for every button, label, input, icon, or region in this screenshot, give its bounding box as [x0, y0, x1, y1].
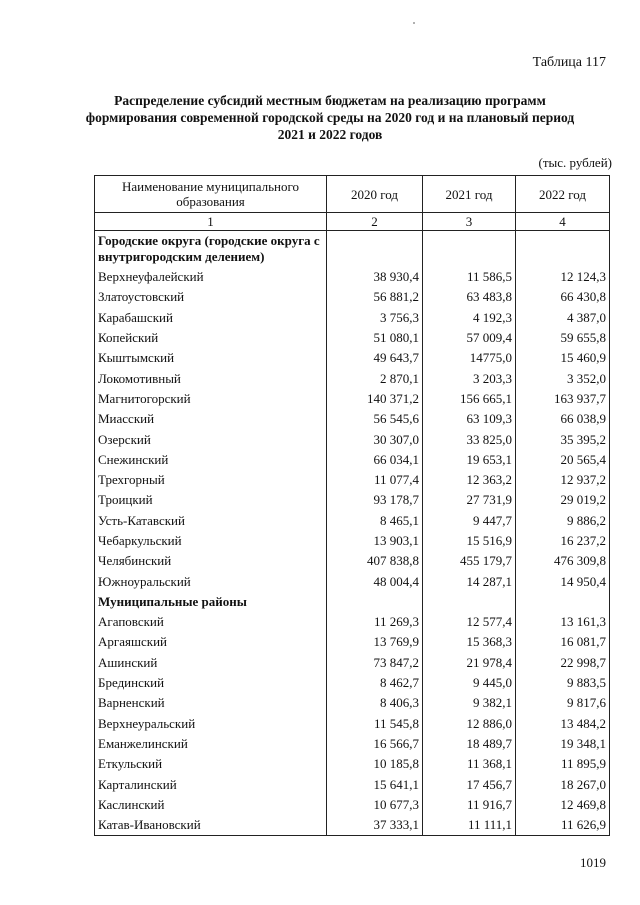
municipality-name: Локомотивный: [95, 368, 327, 388]
table-row: [95, 470, 610, 490]
value-2022: 11 895,9: [516, 754, 610, 774]
value-2022: 20 565,4: [516, 450, 610, 470]
page-number: 1019: [580, 855, 606, 870]
col-number-1: 1: [95, 213, 327, 231]
municipality-name: Брединский: [95, 673, 327, 693]
table-row: [95, 571, 610, 591]
value-2022: 476 309,8: [516, 551, 610, 571]
value-2021: 156 665,1: [423, 389, 516, 409]
header-name: Наименование муниципального образования: [95, 176, 327, 213]
subsidy-table: [94, 175, 610, 836]
table-row: [95, 511, 610, 531]
table-row: [95, 389, 610, 409]
value-2020: 2 870,1: [327, 368, 423, 388]
value-2020: 15 641,1: [327, 774, 423, 794]
value-2022: 3 352,0: [516, 368, 610, 388]
value-2020: 11 269,3: [327, 612, 423, 632]
municipality-name: Миасский: [95, 409, 327, 429]
value-2020: 407 838,8: [327, 551, 423, 571]
column-number-row: [95, 213, 610, 231]
section-row-urban: [95, 231, 610, 268]
value-2020: 10 677,3: [327, 795, 423, 815]
table-row: [95, 612, 610, 632]
table-row: [95, 653, 610, 673]
municipality-name: Челябинский: [95, 551, 327, 571]
value-2022: 9 883,5: [516, 673, 610, 693]
value-2020: 56 545,6: [327, 409, 423, 429]
value-2022: 9 886,2: [516, 511, 610, 531]
table-row: [95, 348, 610, 368]
document-title: Распределение субсидий местным бюджетам на реализацию программ формирования современной городской среды на 2020 год и на плановый период 2021 и 2022 годов: [85, 93, 575, 142]
value-2021: 21 978,4: [423, 653, 516, 673]
value-2021: 3 203,3: [423, 368, 516, 388]
header-2020: 2020 год: [327, 176, 423, 213]
value-2021: 4 192,3: [423, 308, 516, 328]
value-2020: 66 034,1: [327, 450, 423, 470]
value-2021: 9 382,1: [423, 693, 516, 713]
value-2021: 455 179,7: [423, 551, 516, 571]
value-2021: 57 009,4: [423, 328, 516, 348]
value-2022: 14 950,4: [516, 571, 610, 591]
value-2021: 11 111,1: [423, 815, 516, 836]
table-row: [95, 673, 610, 693]
table-row: [95, 409, 610, 429]
value-2021: 15 368,3: [423, 632, 516, 652]
value-2020: 8 465,1: [327, 511, 423, 531]
col-number-4: 4: [516, 213, 610, 231]
value-2020: 11 077,4: [327, 470, 423, 490]
municipality-name: Златоустовский: [95, 287, 327, 307]
table-row: [95, 287, 610, 307]
municipality-name: Карталинский: [95, 774, 327, 794]
col-number-3: 3: [423, 213, 516, 231]
value-2020: 13 903,1: [327, 531, 423, 551]
value-2021: 15 516,9: [423, 531, 516, 551]
value-2020: 93 178,7: [327, 490, 423, 510]
value-2022: 4 387,0: [516, 308, 610, 328]
table-row: [95, 693, 610, 713]
value-2021: 63 109,3: [423, 409, 516, 429]
table-row: [95, 754, 610, 774]
value-2022: 59 655,8: [516, 328, 610, 348]
value-2020: 13 769,9: [327, 632, 423, 652]
municipality-name: Катав-Ивановский: [95, 815, 327, 836]
value-2022: 15 460,9: [516, 348, 610, 368]
table-row: [95, 368, 610, 388]
table-row: [95, 328, 610, 348]
value-2020: 3 756,3: [327, 308, 423, 328]
value-2020: 56 881,2: [327, 287, 423, 307]
table-number: Таблица 117: [532, 55, 606, 70]
table-row: [95, 774, 610, 794]
table-row: [95, 267, 610, 287]
value-2021: 14775,0: [423, 348, 516, 368]
municipality-name: Верхнеуральский: [95, 714, 327, 734]
municipality-name: Ашинский: [95, 653, 327, 673]
header-2021: 2021 год: [423, 176, 516, 213]
municipality-name: Еткульский: [95, 754, 327, 774]
value-2021: 11 368,1: [423, 754, 516, 774]
units-label: (тыс. рублей): [538, 155, 612, 170]
municipality-name: Каслинский: [95, 795, 327, 815]
value-2020: 10 185,8: [327, 754, 423, 774]
value-2022: 16 081,7: [516, 632, 610, 652]
table-row: [95, 734, 610, 754]
value-2021: 11 586,5: [423, 267, 516, 287]
value-2022: 163 937,7: [516, 389, 610, 409]
municipality-name: Кыштымский: [95, 348, 327, 368]
municipality-name: Агаповский: [95, 612, 327, 632]
value-2020: 49 643,7: [327, 348, 423, 368]
value-2020: 37 333,1: [327, 815, 423, 836]
table-row: [95, 429, 610, 449]
value-2020: 140 371,2: [327, 389, 423, 409]
value-2022: 9 817,6: [516, 693, 610, 713]
value-2022: 12 937,2: [516, 470, 610, 490]
municipality-name: Снежинский: [95, 450, 327, 470]
municipality-name: Усть-Катавский: [95, 511, 327, 531]
table-row: [95, 795, 610, 815]
table-row: [95, 815, 610, 836]
value-2022: 12 124,3: [516, 267, 610, 287]
value-2021: 12 886,0: [423, 714, 516, 734]
table-row: [95, 308, 610, 328]
col-number-2: 2: [327, 213, 423, 231]
table-row: [95, 551, 610, 571]
value-2021: 19 653,1: [423, 450, 516, 470]
table-row: [95, 490, 610, 510]
section-title-districts: Муниципальные районы: [95, 592, 327, 612]
table-row: [95, 450, 610, 470]
value-2020: 11 545,8: [327, 714, 423, 734]
municipality-name: Копейский: [95, 328, 327, 348]
value-2021: 27 731,9: [423, 490, 516, 510]
value-2021: 33 825,0: [423, 429, 516, 449]
value-2021: 18 489,7: [423, 734, 516, 754]
value-2020: 8 406,3: [327, 693, 423, 713]
value-2021: 17 456,7: [423, 774, 516, 794]
municipality-name: Карабашский: [95, 308, 327, 328]
value-2021: 12 363,2: [423, 470, 516, 490]
value-2020: 73 847,2: [327, 653, 423, 673]
value-2021: 14 287,1: [423, 571, 516, 591]
value-2020: 38 930,4: [327, 267, 423, 287]
value-2022: 13 484,2: [516, 714, 610, 734]
value-2021: 9 445,0: [423, 673, 516, 693]
value-2020: 8 462,7: [327, 673, 423, 693]
value-2020: 30 307,0: [327, 429, 423, 449]
value-2020: 48 004,4: [327, 571, 423, 591]
value-2022: 16 237,2: [516, 531, 610, 551]
municipality-name: Чебаркульский: [95, 531, 327, 551]
municipality-name: Трехгорный: [95, 470, 327, 490]
value-2021: 63 483,8: [423, 287, 516, 307]
table-row: [95, 714, 610, 734]
municipality-name: Троицкий: [95, 490, 327, 510]
section-row-districts: [95, 592, 610, 612]
municipality-name: Варненский: [95, 693, 327, 713]
municipality-name: Верхнеуфалейский: [95, 267, 327, 287]
scan-dot: [413, 22, 415, 24]
value-2022: 66 430,8: [516, 287, 610, 307]
value-2020: 51 080,1: [327, 328, 423, 348]
value-2022: 12 469,8: [516, 795, 610, 815]
value-2022: 29 019,2: [516, 490, 610, 510]
value-2021: 11 916,7: [423, 795, 516, 815]
table-header-row: [95, 176, 610, 213]
value-2022: 19 348,1: [516, 734, 610, 754]
value-2021: 12 577,4: [423, 612, 516, 632]
value-2021: 9 447,7: [423, 511, 516, 531]
table-row: [95, 632, 610, 652]
value-2022: 13 161,3: [516, 612, 610, 632]
header-2022: 2022 год: [516, 176, 610, 213]
value-2022: 18 267,0: [516, 774, 610, 794]
municipality-name: Южноуральский: [95, 571, 327, 591]
municipality-name: Магнитогорский: [95, 389, 327, 409]
value-2022: 22 998,7: [516, 653, 610, 673]
section-title-urban: Городские округа (городские округа с внутригородским делением): [95, 231, 327, 268]
table-row: [95, 531, 610, 551]
value-2020: 16 566,7: [327, 734, 423, 754]
municipality-name: Озерский: [95, 429, 327, 449]
municipality-name: Аргаяшский: [95, 632, 327, 652]
value-2022: 11 626,9: [516, 815, 610, 836]
value-2022: 35 395,2: [516, 429, 610, 449]
municipality-name: Еманжелинский: [95, 734, 327, 754]
value-2022: 66 038,9: [516, 409, 610, 429]
